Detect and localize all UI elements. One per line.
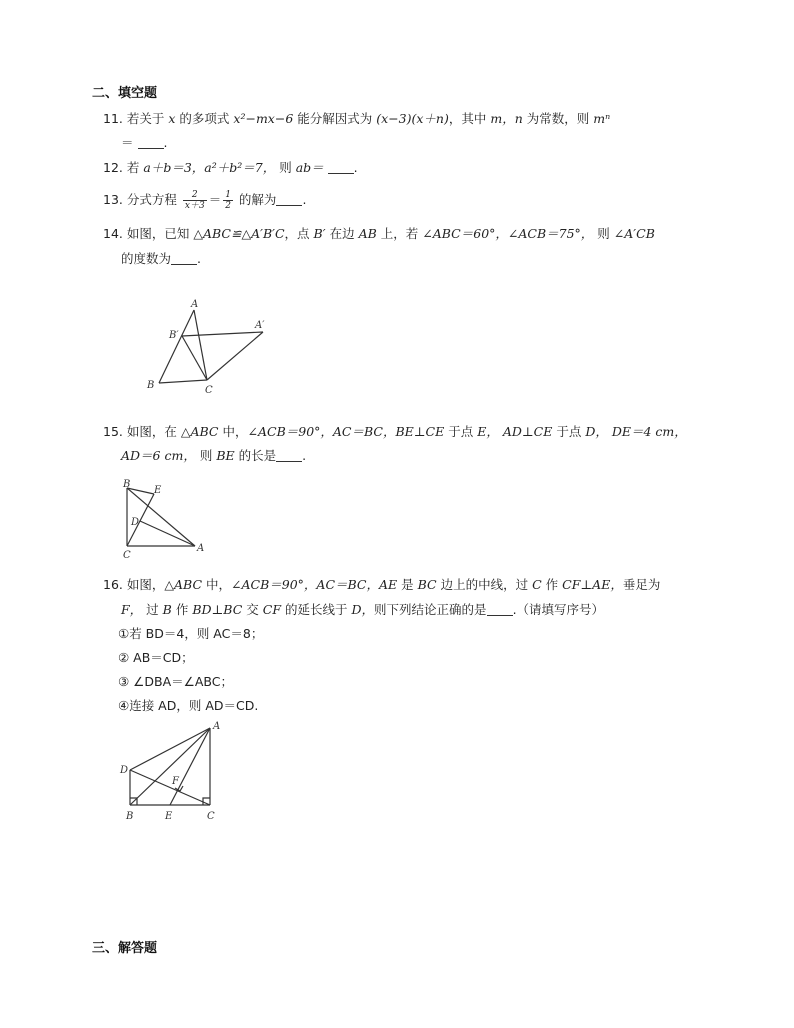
label-Ap: A′	[255, 320, 265, 331]
question-15-line2: AD＝6 cm， 则 BE 的长是 .	[121, 448, 307, 463]
question-14-line2: 的度数为 .	[121, 251, 201, 266]
segment-BpAp	[182, 332, 263, 336]
label-B: B	[123, 479, 131, 490]
answer-blank[interactable]	[171, 252, 197, 265]
answer-blank[interactable]	[276, 193, 302, 206]
label-E: E	[165, 811, 173, 822]
section-title-answer: 三、解答题	[92, 941, 158, 956]
segment-AE	[170, 728, 210, 805]
question-11-line2: ＝ .	[121, 135, 168, 150]
q15-number: 15.	[103, 424, 123, 439]
label-D: D	[120, 765, 129, 776]
segment-BC	[159, 380, 207, 383]
fraction: $\frac{1}{2}$	[225, 190, 231, 211]
label-B: B	[126, 811, 134, 822]
label-Bp: B′	[169, 330, 179, 341]
question-12: 12. 若 a＋b＝3，a²＋b²＝7， 则 ab＝ .	[103, 160, 358, 175]
label-B: B	[147, 380, 155, 391]
segment-ApC	[207, 332, 263, 380]
segment-AC	[194, 310, 207, 380]
fraction: $\frac{2}{x+3}$	[184, 190, 205, 211]
segment-DC	[130, 770, 210, 805]
label-A: A	[197, 543, 205, 554]
segment-BA	[127, 488, 195, 546]
q13-number: 13.	[103, 192, 123, 207]
label-E: E	[154, 485, 162, 496]
question-11: 11. 若关于 x 的多项式 x²−mx−6 能分解因式为 (x−3)(x＋n)，其中 m，n 为常数，则 mⁿ	[103, 111, 611, 126]
q16-option-3: ③ ∠DBA＝∠ABC；	[118, 674, 233, 689]
label-D: D	[131, 517, 140, 528]
segment-DA	[130, 728, 210, 770]
answer-blank[interactable]	[276, 449, 302, 462]
right-angle-F	[175, 786, 183, 791]
label-C: C	[205, 385, 213, 396]
right-angle-B	[130, 798, 137, 805]
segment-AD	[140, 521, 195, 546]
answer-blank[interactable]	[487, 603, 513, 616]
question-16: 16. 如图，△ABC 中，∠ACB＝90°，AC＝BC，AE 是 BC 边上的中线，过 C 作 CF⊥AE，垂足为	[103, 577, 661, 592]
label-C: C	[123, 550, 131, 561]
q14-number: 14.	[103, 226, 123, 241]
label-A: A	[213, 721, 221, 732]
label-C: C	[207, 811, 215, 822]
question-16-line2: F， 过 B 作 BD⊥BC 交 CF 的延长线于 D，则下列结论正确的是 .（请填写序号）	[121, 602, 605, 617]
segment-BpC	[182, 336, 207, 380]
answer-blank[interactable]	[138, 136, 164, 149]
section-title-fill-blank: 二、填空题	[92, 86, 158, 101]
question-14: 14. 如图，已知 △ABC≌△A′B′C，点 B′ 在边 AB 上，若 ∠ABC＝60°，∠ACB＝75°， 则 ∠A′CB	[103, 226, 655, 241]
q11-number: 11.	[103, 111, 123, 126]
q12-number: 12.	[103, 160, 123, 175]
right-angle-C	[203, 798, 210, 805]
answer-blank[interactable]	[328, 161, 354, 174]
segment-BE	[127, 488, 154, 494]
question-15: 15. 如图，在 △ABC 中，∠ACB＝90°，AC＝BC，BE⊥CE 于点 E， AD⊥CE 于点 D， DE＝4 cm，	[103, 424, 687, 439]
q16-option-1: ①若 BD＝4，则 AC＝8；	[118, 626, 264, 641]
segment-CE	[127, 494, 154, 546]
label-F: F	[172, 776, 179, 787]
segment-BA	[130, 728, 210, 805]
segment-AB	[159, 310, 194, 383]
q16-number: 16.	[103, 577, 123, 592]
q16-option-2: ② AB＝CD；	[118, 650, 194, 665]
question-13: 13. 分式方程 $\frac{2}{x+3}$ ＝ $\frac{1}{2}$ 的解为 .	[103, 190, 307, 211]
label-A: A	[191, 299, 199, 310]
q16-option-4: ④连接 AD，则 AD＝CD.	[118, 698, 259, 713]
